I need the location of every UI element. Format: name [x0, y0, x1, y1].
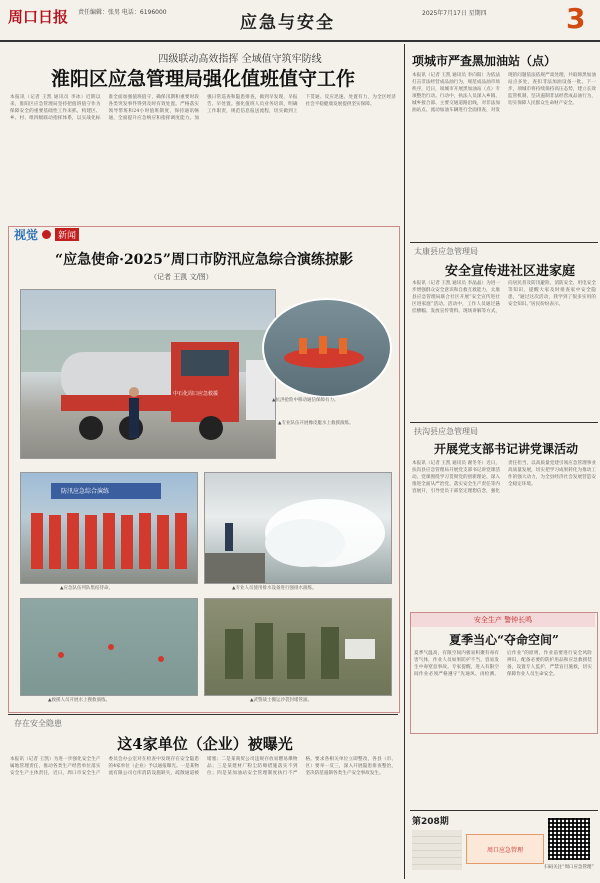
xiangcheng-body: 本报讯（记者 王凯 通讯员 李向阳）为依法打击非法经营成品油行为，规范成品油市场秩序，近日，项城市开展黑加油站（点）专项整治行动。行动中，执法人员深入乡镇、城乡接合部、主要交通道路沿线，对非法加油站点、流动加油车辆进行全面排查，对发现的问题依法依规严肃处理，共取缔黑加油站点多处，查扣非法加油设备一批。下一步，项城市将持续保持高压态势，建立长效监管机制，坚决遏制非法经营成品油行为，切实保障人民群众生命财产安全。: [412, 73, 596, 113]
soldiers-illustration: [205, 599, 391, 695]
page-number: 3: [566, 2, 586, 35]
lead-kicker: 四级联动高效指挥 全域值守筑牢防线: [158, 54, 322, 65]
caption-pump: ▲专业人员使用排水设备进行强排水演练。: [232, 586, 317, 591]
promo-badge: [466, 834, 544, 864]
hazards-kicker: 存在安全隐患: [14, 719, 62, 728]
editor-info: [78, 8, 198, 17]
news-tag-text: 新闻: [55, 228, 79, 241]
drill-banner-text: 防汛应急综合演练: [61, 488, 110, 495]
truck-label: 中石化周口应急救援: [173, 391, 219, 397]
fugou-kicker: 扶沟县应急管理局: [414, 427, 478, 436]
caption-sandbag: ▲武警战士搬运沙袋封堵管涌。: [250, 698, 312, 703]
visual-news-byline: （记者 王凯 文/图）: [150, 273, 213, 281]
visual-tag-text: 视觉: [14, 227, 39, 242]
fugou-title: 开展党支部书记讲党课活动: [433, 442, 578, 456]
visual-news-title: “应急使命·2025”周口市防汛应急综合演练掠影: [55, 252, 353, 268]
caption-lineup: ▲应急队伍列队集结待命。: [60, 586, 113, 591]
taikang-divider: [410, 242, 598, 243]
camera-icon: [42, 230, 51, 239]
caption-comms: ▲抗洪抢险中移动通信保障有力。: [272, 398, 339, 403]
date-line: 2025年7月17日 星期四: [422, 10, 487, 17]
masthead: [0, 0, 600, 42]
boat-illustration: [264, 300, 390, 396]
fugou-body: 本报讯（记者 王凯 通讯员 谢冬冬）近日，扶沟县应急管理局开展党支部书记讲党课活动。党课围绕学习贯彻党的创新理论、深入推进全面从严治党、落实安全生产责任等内容展开，引导党员干部坚定理想信念，强化责任担当，以高质量党建引领应急管理事业高质量发展，切实把学习成果转化为推动工作的强大动力，为全县经济社会发展营造安全稳定环境。: [412, 461, 596, 494]
river-illustration: [21, 599, 197, 695]
sandbag-photo: [204, 598, 392, 696]
taikang-kicker: 太康县应急管理局: [414, 247, 478, 256]
issue-number: 第208期: [412, 817, 449, 827]
hazards-body: 本报讯（记者 王凯）为进一步强化安全生产属地管理责任，推动各类生产经营单位落实安全生产主体责任，近日，周口市安全生产委员会办公室对在检查中发现存在安全隐患的4家单位（企业）予以通报曝光。一是某物流有限公司仓库消防设施缺失，疏散通道被堵塞；二是某商贸公司违规存放易燃易爆物品；三是某建材厂粉尘防爆措施落实不到位；四是某加油站安全管理制度执行不严格。要求各相关单位立即整改，各县（市、区）要举一反三，深入开展隐患排查整治，坚决防范遏制各类生产安全事故发生。: [10, 757, 396, 776]
section-title: 应急与安全: [240, 13, 335, 33]
lead-body: 本报讯（记者 王凯 通讯员 李冰）近期以来，淮阳区应急管理局坚持把值班值守作为保障安全的重要基础性工作来抓，构建区、乡、村、组四级联动指挥体系，以实战化标准全面加强值班值守，确保汛期和重要时段各类突发事件得到及时有效处置。严格落实领导带班和24小时值班制度，保持通讯畅通，全面提升应急响应和指挥调度能力。加强日常巡查和隐患排查，做到早发现、早报告、早处置。强化值班人员业务培训，明确工作职责，规范信息报送流程，切实做到上下贯通、反应迅速、处置有力，为全区经济社会平稳健康发展提供坚实保障。: [10, 95, 396, 121]
xiangcheng-title: 项城市严查黑加油站（点）: [412, 54, 557, 68]
river-rescue-photo: [20, 598, 198, 696]
footer-divider: [410, 810, 598, 811]
summer-body: 夏季气温高，有限空间内极易积聚有毒有害气体，作业人员如果防护不当，容易发生中毒窒息事故。专家提醒，进入有限空间作业必须严格遵守“先通风、再检测、后作业”的原则，作业前要进行安全风险辨识，配备必要的防护用品和应急救援装备，设置专人监护，严禁盲目施救，切实保障作业人员生命安全。: [414, 651, 592, 677]
summer-banner-text: 安全生产 警钟长鸣: [473, 616, 533, 624]
qr-code: [548, 818, 590, 860]
newspaper-logo: 周口日报: [8, 8, 69, 26]
rubber-boat-photo: [262, 298, 392, 398]
taikang-title: 安全宣传进社区进家庭: [444, 264, 575, 279]
hazards-divider: [8, 714, 398, 715]
caption-river: ▲救援人员开展水上搜救演练。: [48, 698, 110, 703]
summer-banner: [411, 613, 595, 627]
rescue-truck-illustration: [21, 290, 275, 458]
fugou-divider: [410, 422, 598, 423]
water-spray-illustration: [205, 473, 391, 583]
rescue-truck-photo: [20, 289, 276, 459]
water-pump-photo: [204, 472, 392, 584]
qr-caption: 扫码关注“周口应急管理”: [544, 865, 594, 870]
team-lineup-photo: [20, 472, 198, 584]
summer-title: 夏季当心“夺命空间”: [449, 633, 559, 647]
caption-boat: ▲专业队伍开展橡皮艇水上救援演练。: [278, 421, 354, 426]
editor-line: 责任编辑：张男 电话：6196000: [78, 9, 167, 16]
visual-news-tag: [14, 226, 79, 242]
footer-info-lines: [412, 830, 462, 870]
column-divider: [404, 44, 405, 879]
promo-text: 周口应急管理: [486, 847, 523, 854]
hazards-title: 这4家单位（企业）被曝光: [117, 735, 293, 753]
taikang-body: 本报讯（记者 王凯 通讯员 李晶晶）为进一步增强群众安全意识和自救互救能力，太康县应急管理局联合社区开展“安全宣传进社区进家庭”活动。活动中，工作人员通过悬挂横幅、发放宣传资料、现场讲解等方式，向居民普及防汛避险、消防安全、用电安全等知识，提醒大家及时排查家中安全隐患，“通过这次活动，我学到了很多实用的安全知识。”居民纷纷表示。: [412, 281, 596, 314]
lead-title: 淮阳区应急管理局强化值班值守工作: [50, 68, 355, 90]
